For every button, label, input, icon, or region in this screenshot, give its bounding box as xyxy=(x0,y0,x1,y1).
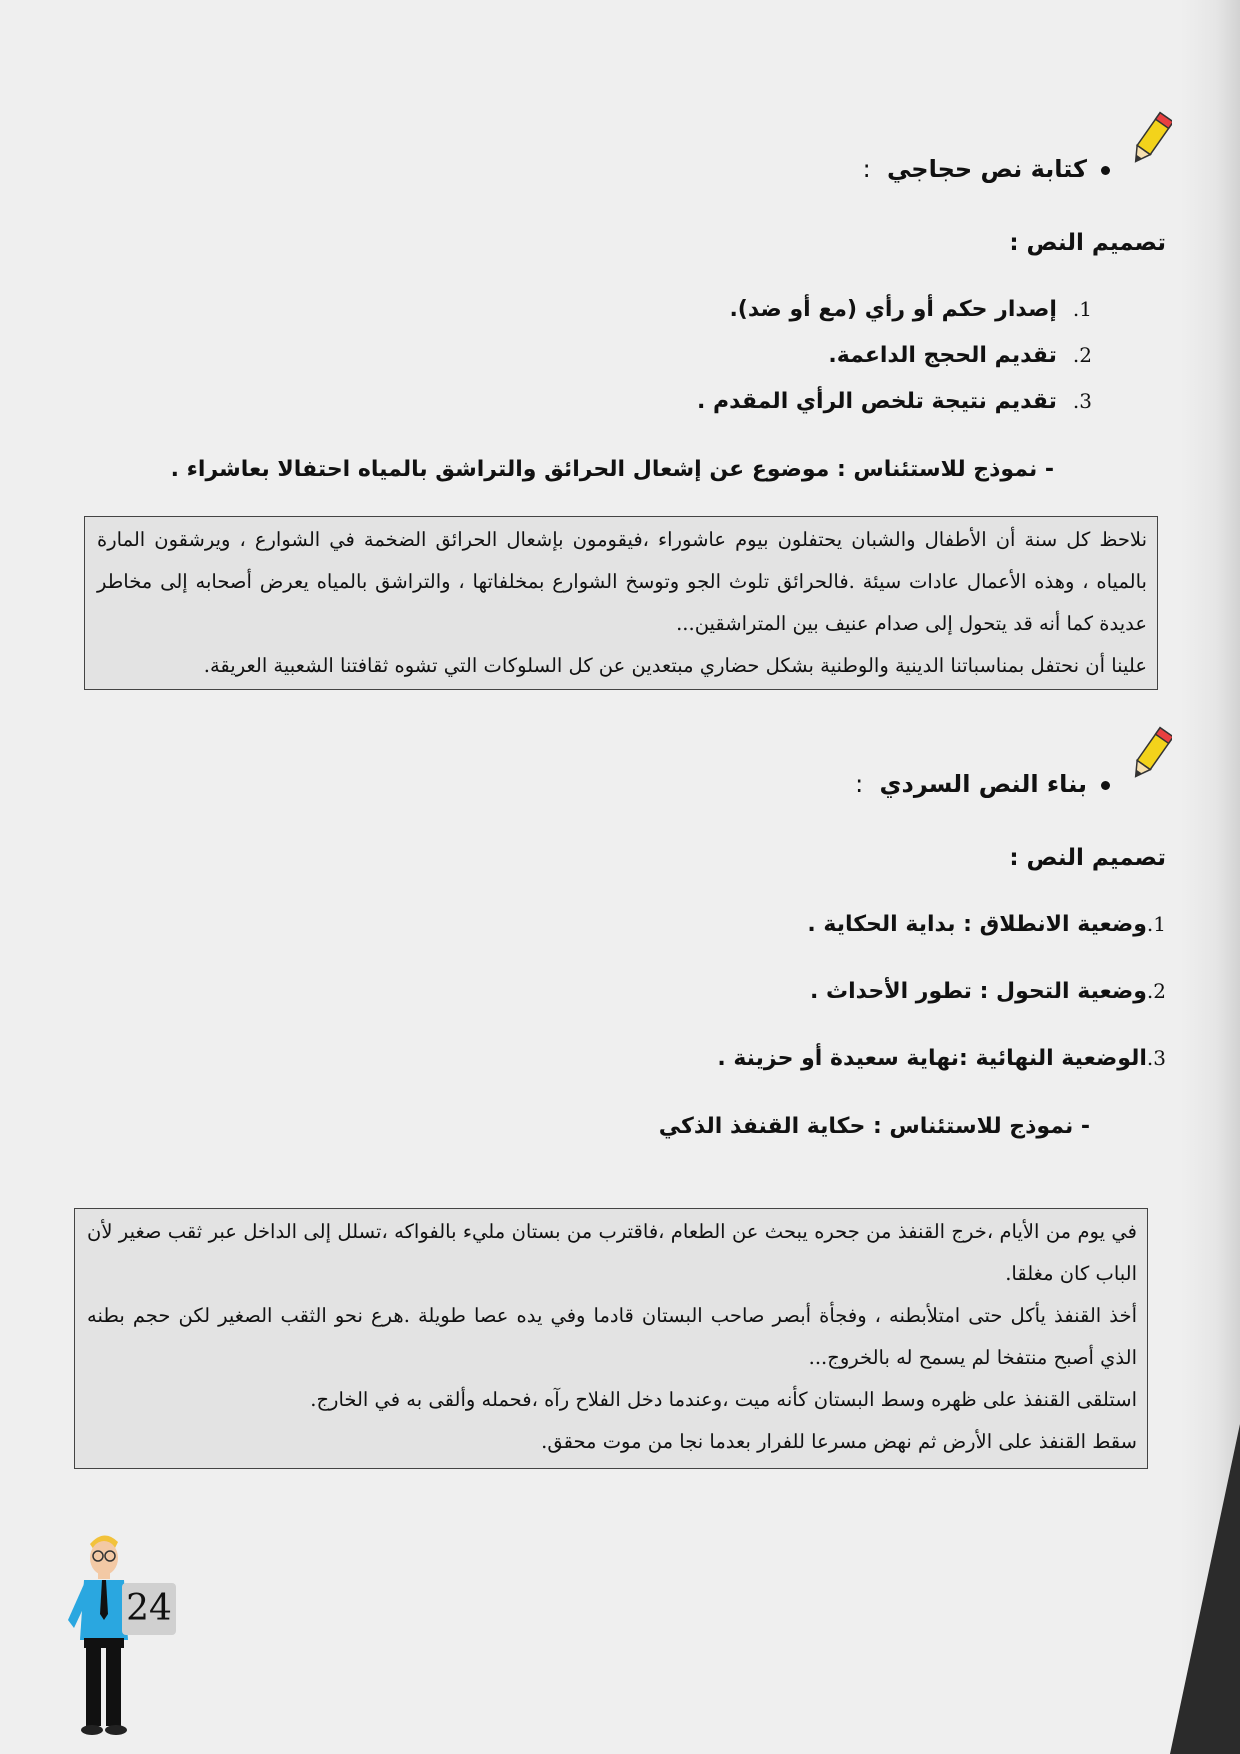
paragraph: في يوم من الأيام ،خرج القنفذ من جحره يبحث عن الطعام ،فاقترب من بستان مليء بالفواكه ،تسلل إلى الداخل عبر ثقب صغير لأن الباب كان مغلقا. xyxy=(87,1220,1137,1285)
step-item: 2.وضعية التحول : تطور الأحداث . xyxy=(809,979,1166,1004)
paragraph: علينا أن نحتفل بمناسباتنا الدينية والوطنية بشكل حضاري مبتعدين عن كل السلوكات التي تشوه ثقافتنا الشعبية العريقة. xyxy=(203,654,1147,677)
argumentative-text-box xyxy=(84,516,1158,690)
section-heading-narrative: بناء النص السردي : xyxy=(855,770,1110,798)
paragraph: نلاحظ كل سنة أن الأطفال والشبان يحتفلون بيوم عاشوراء ،فيقومون بإشعال الحرائق الضخمة في الشوارع ، ويرشقون المارة بالمياه ، وهذه الأعمال عادات سيئة .فالحرائق تلوث الجو وتوسخ الشوارع بمخلفاتها ، والتراشق بالمياه يعرض أصحابه إلى مخاطر عديدة كما أنه قد يتحول إلى صدام عنيف بين المتراشقين... xyxy=(97,528,1147,635)
model-label: - نموذج للاستئناس : حكاية القنفذ الذكي xyxy=(658,1114,1090,1139)
paragraph: استلقى القنفذ على ظهره وسط البستان كأنه ميت ،وعندما دخل الفلاح رآه ،فحمله وألقى به في الخارج. xyxy=(310,1388,1137,1411)
bullet-icon xyxy=(1101,781,1110,790)
step-item: 3.تقديم نتيجة تلخص الرأي المقدم . xyxy=(697,389,1092,414)
design-label: تصميم النص : xyxy=(1009,845,1166,871)
pencil-icon xyxy=(1128,723,1172,789)
design-label: تصميم النص : xyxy=(1009,230,1166,256)
paragraph: سقط القنفذ على الأرض ثم نهض مسرعا للفرار بعدما نجا من موت محقق. xyxy=(541,1430,1137,1453)
pencil-icon xyxy=(1128,108,1172,174)
section-heading-argumentative: كتابة نص حجاجي : xyxy=(863,155,1110,183)
step-item: 2.تقديم الحجج الداعمة. xyxy=(828,343,1092,368)
narrative-text-box xyxy=(74,1208,1148,1469)
model-label: - نموذج للاستئناس : موضوع عن إشعال الحرائق والتراشق بالمياه احتفالا بعاشراء . xyxy=(170,457,1054,482)
paragraph: أخذ القنفذ يأكل حتى امتلأبطنه ، وفجأة أبصر صاحب البستان قادما وفي يده عصا طويلة .هرع نحو الثقب الصغير لكن حجم بطنه الذي أصبح منتفخا لم يسمح له بالخروج... xyxy=(87,1304,1137,1369)
step-item: 3.الوضعية النهائية :نهاية سعيدة أو حزينة . xyxy=(717,1046,1166,1071)
bullet-icon xyxy=(1101,166,1110,175)
step-item: 1.إصدار حكم أو رأي (مع أو ضد). xyxy=(729,297,1092,322)
step-item: 1.وضعية الانطلاق : بداية الحكاية . xyxy=(807,912,1166,937)
page-corner-fold xyxy=(1170,1424,1240,1754)
page-number: 24 xyxy=(122,1583,176,1635)
